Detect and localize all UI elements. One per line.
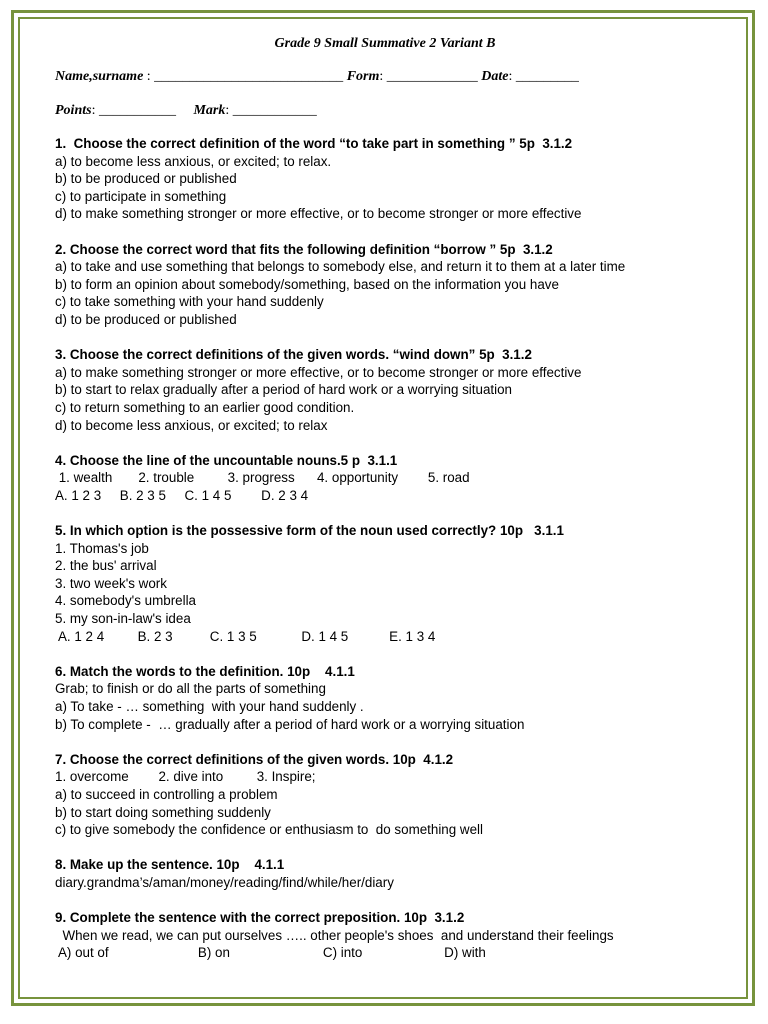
question-option: b) to start to relax gradually after a period of hard work or a worrying situation [55,382,512,398]
question-option: c) to give somebody the confidence or enthusiasm to do something well [55,822,483,838]
question-heading: 4. Choose the line of the uncountable nouns.5 p 3.1.1 [55,452,398,468]
name-label: Name,surname [55,69,144,84]
question-option: 4. somebody's umbrella [55,593,196,609]
question-5 [55,522,735,645]
date-blank[interactable]: : _________ [508,69,579,84]
question-option: c) to take something with your hand suddenly [55,294,324,310]
question-option: A. 1 2 3 B. 2 3 5 C. 1 4 5 D. 2 3 4 [55,487,309,503]
question-option: a) to succeed in controlling a problem [55,786,278,802]
question-option: Grab; to finish or do all the parts of something [55,681,326,697]
question-option: a) to make something stronger or more effective, or to become stronger or more effective [55,364,582,380]
points-label: Points [55,103,92,118]
page-title: Grade 9 Small Summative 2 Variant B [274,36,496,51]
question-heading: 5. In which option is the possessive form of the noun used correctly? 10p 3.1.1 [55,523,564,539]
mark-label: Mark [193,103,226,118]
question-list [55,135,735,962]
question-9 [55,909,735,962]
question-8 [55,856,735,891]
question-option: c) to participate in something [55,188,227,204]
question-option: b) to form an opinion about somebody/something, based on the information you have [55,276,559,292]
question-option: 1. Thomas's job [55,540,149,556]
question-2 [55,241,735,329]
form-blank[interactable]: : _____________ [379,69,482,84]
question-option: 1. overcome 2. dive into 3. Inspire; [55,769,316,785]
question-6 [55,663,735,733]
question-1 [55,135,735,223]
question-option: a) to take and use something that belongs to somebody else, and return it to them at a later time [55,259,626,275]
question-option: b) to be produced or published [55,171,237,187]
worksheet [55,34,735,962]
question-option: 1. wealth 2. trouble 3. progress 4. opportunity 5. road [55,470,470,486]
question-option: d) to become less anxious, or excited; to relax [55,417,328,433]
question-option: d) to make something stronger or more effective, or to become stronger or more effective [55,206,582,222]
name-blank[interactable]: : ___________________________ [143,69,347,84]
name-form-date-line [55,67,735,87]
question-option: d) to be produced or published [55,311,237,327]
question-heading: 8. Make up the sentence. 10p 4.1.1 [55,857,285,873]
mark-blank[interactable]: : ____________ [225,103,317,118]
question-heading: 6. Match the words to the definition. 10p 4.1.1 [55,663,355,679]
question-option: A) out of B) on C) into D) with [55,945,486,961]
question-7 [55,751,735,839]
date-label: Date [481,69,509,84]
question-option: a) To take - … something with your hand suddenly . [55,699,364,714]
question-option: diary.grandma’s/aman/money/reading/find/while/her/diary [55,874,394,890]
question-option: c) to return something to an earlier good condition. [55,399,355,415]
question-heading: 1. Choose the correct definition of the word “to take part in something ” 5p 3.1.2 [55,136,573,151]
question-option: a) to become less anxious, or excited; to relax. [55,153,332,169]
form-label: Form [346,69,380,84]
question-option: b) To complete - … gradually after a period of hard work or a worrying situation [55,716,525,732]
points-mark-line [55,101,735,121]
question-3 [55,346,735,434]
points-blank[interactable]: : ___________ [91,103,194,118]
question-option: 3. two week's work [55,575,167,591]
question-heading: 7. Choose the correct definitions of the given words. 10p 4.1.2 [55,751,454,767]
question-heading: 3. Choose the correct definitions of the given words. “wind down” 5p 3.1.2 [55,347,532,363]
question-heading: 2. Choose the correct word that fits the following definition “borrow ” 5p 3.1.2 [55,241,553,257]
question-option: 5. my son-in-law's idea [55,611,191,627]
question-4 [55,452,735,505]
question-option: b) to start doing something suddenly [55,804,271,820]
question-heading: 9. Complete the sentence with the correct preposition. 10p 3.1.2 [55,910,465,926]
question-option: 2. the bus' arrival [55,558,157,574]
question-option: A. 1 2 4 B. 2 3 C. 1 3 5 D. 1 4 5 E. 1 3 4 [55,628,436,644]
question-option: When we read, we can put ourselves ….. other people's shoes and understand their feelings [55,927,614,943]
